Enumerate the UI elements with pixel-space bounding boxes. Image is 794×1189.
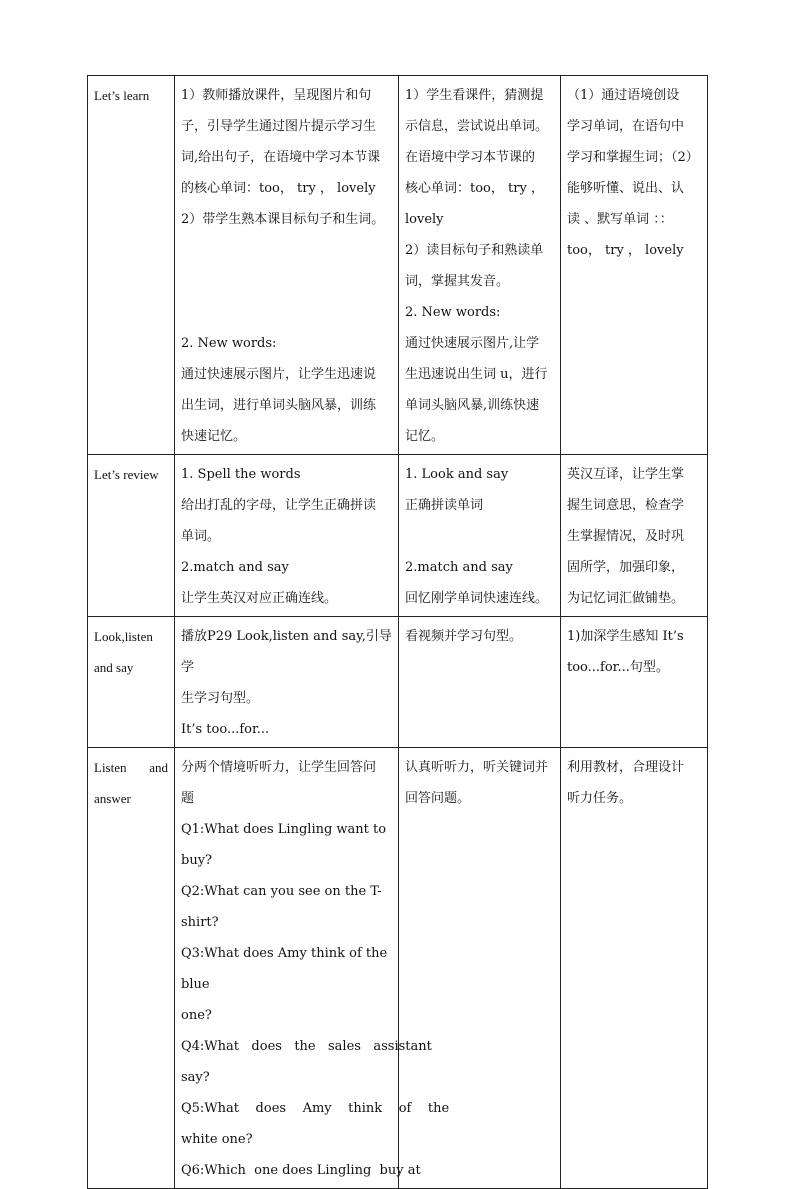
text-line: 1. Spell the words bbox=[181, 467, 301, 482]
text-line: 在语境中学习本节课的 bbox=[405, 150, 536, 165]
purpose-cell bbox=[561, 455, 708, 617]
stage-label: Let’s learn bbox=[94, 88, 150, 103]
text-line: Q4:What does the sales assistant bbox=[181, 1039, 432, 1054]
text-line: 2.match and say bbox=[405, 560, 513, 575]
text-line: 2. New words: bbox=[181, 336, 277, 351]
text-line: Q3:What does Amy think of the blue bbox=[181, 946, 388, 992]
text-line: too， try ， lovely bbox=[567, 243, 684, 258]
text-line: 题 bbox=[181, 791, 195, 806]
text-line: 握生词意思，检查学 bbox=[567, 498, 685, 513]
text-line: 单词头脑风暴,训练快速 bbox=[405, 398, 540, 413]
stage-label: Let’s review bbox=[94, 467, 159, 482]
text-line: 播放P29 Look,listen and say,引导学 bbox=[181, 629, 392, 675]
text-line: 给出打乱的字母，让学生正确拼读 bbox=[181, 498, 377, 513]
purpose-cell bbox=[561, 76, 708, 455]
text-line: Q1:What does Lingling want to buy? bbox=[181, 822, 387, 868]
text-line: 1）学生看课件，猜测提 bbox=[405, 88, 544, 103]
text-line: 记忆。 bbox=[405, 429, 445, 444]
text-line: 1)加深学生感知 It’s bbox=[567, 629, 684, 644]
text-line: 生掌握情况，及时巩 bbox=[567, 529, 685, 544]
text-line: （1）通过语境创设 bbox=[567, 88, 680, 103]
student-activity-cell bbox=[399, 617, 561, 748]
text-line: 认真听听力，听关键词并 bbox=[405, 760, 549, 775]
text-line: 听力任务。 bbox=[567, 791, 633, 806]
student-activity-cell bbox=[399, 455, 561, 617]
text-line: 生学习句型。 bbox=[181, 691, 260, 706]
text-line: 学习单词，在语句中 bbox=[567, 119, 685, 134]
text-line: lovely bbox=[405, 212, 444, 227]
stage-label: Listen and bbox=[94, 760, 169, 775]
stage-label: answer bbox=[94, 791, 131, 806]
text-line: 通过快速展示图片,让学 bbox=[405, 336, 540, 351]
text-line: one? bbox=[181, 1008, 212, 1023]
text-line: too...for...句型。 bbox=[567, 660, 669, 675]
text-line: Q5:What does Amy think of the bbox=[181, 1101, 450, 1116]
stage-cell bbox=[88, 617, 175, 748]
text-line: 1. Look and say bbox=[405, 467, 509, 482]
text-line: 看视频并学习句型。 bbox=[405, 629, 523, 644]
lesson-plan-table bbox=[87, 75, 708, 1189]
teacher-activity-cell bbox=[175, 76, 399, 455]
text-line: 子，引导学生通过图片提示学习生 bbox=[181, 119, 377, 134]
table-row bbox=[88, 76, 708, 455]
text-line: 生迅速说出生词 u，进行 bbox=[405, 367, 548, 382]
text-line: 示信息，尝试说出单词。 bbox=[405, 119, 549, 134]
text-line: 为记忆词汇做铺垫。 bbox=[567, 591, 685, 606]
text-line: 的核心单词：too， try ， lovely bbox=[181, 181, 376, 196]
text-line: 利用教材，合理设计 bbox=[567, 760, 685, 775]
stage-label: Look,listen bbox=[94, 629, 153, 644]
text-line: say? bbox=[181, 1070, 210, 1085]
stage-cell bbox=[88, 748, 175, 1189]
table-row bbox=[88, 748, 708, 1189]
text-line: 词，掌握其发音。 bbox=[405, 274, 510, 289]
text-line: 读 、默写单词 ：： bbox=[567, 212, 673, 227]
text-line: 学习和掌握生词；（2） bbox=[567, 150, 699, 165]
text-line: 词,给出句子，在语境中学习本节课 bbox=[181, 150, 381, 165]
text-line: 通过快速展示图片，让学生迅速说 bbox=[181, 367, 377, 382]
text-line: 2）读目标句子和熟读单 bbox=[405, 243, 544, 258]
teacher-activity-cell bbox=[175, 748, 450, 1189]
table-row bbox=[88, 455, 708, 617]
text-line: 分两个情境听听力，让学生回答问 bbox=[181, 760, 377, 775]
text-line: 2. New words: bbox=[405, 305, 501, 320]
text-line: 2）带学生熟本课目标句子和生词。 bbox=[181, 212, 385, 227]
text-line: 固所学，加强印象， bbox=[567, 560, 685, 575]
text-line: 英汉互译，让学生掌 bbox=[567, 467, 685, 482]
text-line: 能够听懂、说出、认 bbox=[567, 181, 685, 196]
text-line: 回答问题。 bbox=[405, 791, 471, 806]
text-line: 回忆刚学单词快速连线。 bbox=[405, 591, 549, 606]
table-row bbox=[88, 617, 708, 748]
text-line: 快速记忆。 bbox=[181, 429, 247, 444]
stage-label: and say bbox=[94, 660, 134, 675]
purpose-cell bbox=[561, 617, 708, 748]
student-activity-cell bbox=[399, 76, 561, 455]
text-line: 出生词，进行单词头脑风暴，训练 bbox=[181, 398, 377, 413]
text-line: 核心单词：too， try ， bbox=[405, 181, 544, 196]
text-line: white one? bbox=[181, 1132, 253, 1147]
text-line: 2.match and say bbox=[181, 560, 289, 575]
text-line: 1）教师播放课件，呈现图片和句 bbox=[181, 88, 372, 103]
teacher-activity-cell bbox=[175, 617, 399, 748]
stage-cell bbox=[88, 76, 175, 455]
text-line: 让学生英汉对应正确连线。 bbox=[181, 591, 338, 606]
teacher-activity-cell bbox=[175, 455, 399, 617]
text-line: 单词。 bbox=[181, 529, 221, 544]
text-line: Q2:What can you see on the T-shirt? bbox=[181, 884, 382, 930]
student-activity-cell bbox=[399, 748, 561, 1189]
text-line: 正确拼读单词 bbox=[405, 498, 484, 513]
purpose-cell bbox=[561, 748, 708, 1189]
text-line: Q6:Which one does Lingling buy at bbox=[181, 1163, 421, 1178]
stage-cell bbox=[88, 455, 175, 617]
text-line: It’s too...for... bbox=[181, 722, 270, 737]
